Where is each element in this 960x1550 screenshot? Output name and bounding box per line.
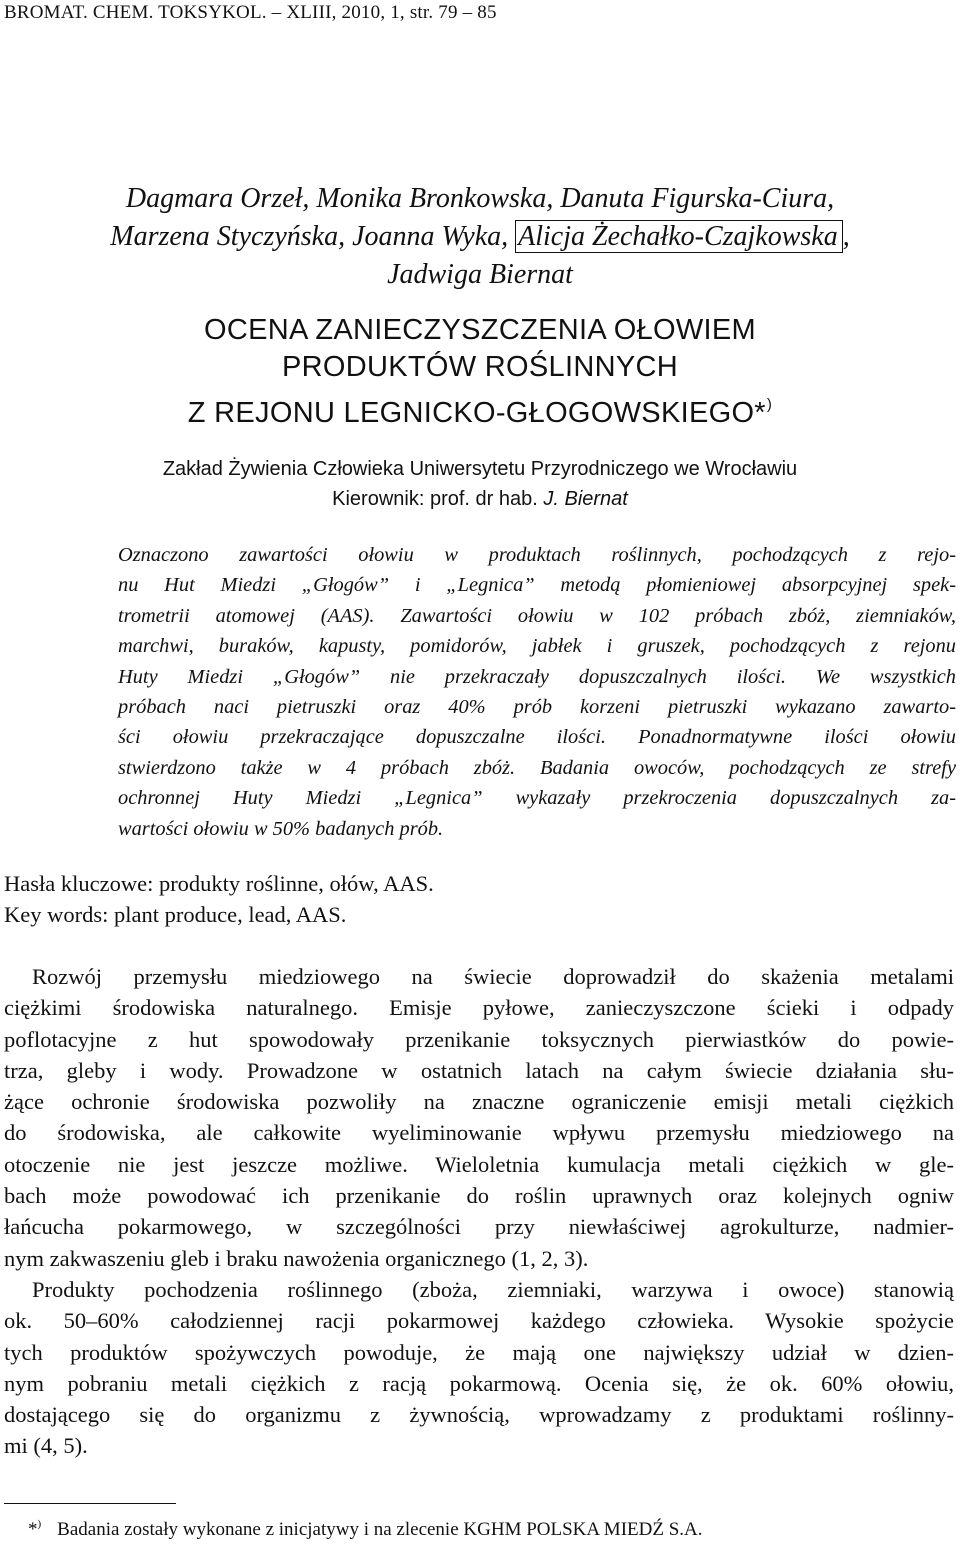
journal-header: BROMAT. CHEM. TOKSYKOL. – XLIII, 2010, 1, str. 79 – 85 <box>4 2 497 23</box>
author-line-2-start: Marzena Styczyńska, Joanna Wyka, <box>110 221 516 252</box>
body-line: poflotacyjne z hut spowodowały przenikanie toksycznych pierwiastków do powie- <box>4 1026 954 1052</box>
body-line: otoczenie nie jest jeszcze możliwe. Wieloletnia kumulacja metali ciężkich w gle- <box>4 1151 954 1177</box>
abstract-line: Oznaczono zawartości ołowiu w produktach roślinnych, pochodzących z rejo- <box>118 544 956 566</box>
author-line-3: Jadwiga Biernat <box>387 259 573 290</box>
body-line: bach może powodować ich przenikanie do roślin uprawnych oraz kolejnych ogniw <box>4 1183 954 1209</box>
body-line: ok. 50–60% całodziennej racji pokarmowej każdego człowieka. Wysokie spożycie <box>4 1308 954 1334</box>
title-line-3-text: Z REJONU LEGNICKO-GŁOGOWSKIEGO* <box>187 397 766 429</box>
abstract-line: wartości ołowiu w 50% badanych prób. <box>118 817 444 840</box>
abstract-line: trometrii atomowej (AAS). Zawartości ołowiu w 102 próbach zbóż, ziemniaków, <box>118 604 956 627</box>
abstract-line: marchwi, buraków, kapusty, pomidorów, jabłek i gruszek, pochodzących z rejonu <box>118 635 956 658</box>
body-line: ciężkimi środowiska naturalnego. Emisje pyłowe, zanieczyszczone ścieki i odpady <box>4 995 954 1021</box>
footnote-text: Badania zostały wykonane z inicjatywy i na zlecenie KGHM POLSKA MIEDŹ S.A. <box>57 1519 703 1540</box>
author-line-2 <box>0 218 960 256</box>
abstract-line: próbach naci pietruszki oraz 40% prób korzeni pietruszki wykazano zawarto- <box>118 696 956 719</box>
title-line-1: OCENA ZANIECZYSZCZENIA OŁOWIEM <box>203 314 756 346</box>
footnote-mark-paren: ) <box>37 1518 42 1530</box>
body-line: dostającego się do organizmu z żywnością, wprowadzamy z produktami roślinny- <box>4 1402 954 1428</box>
affiliation-head-prefix: Kierownik: prof. dr hab. <box>332 488 544 510</box>
keywords-polish: Hasła kluczowe: produkty roślinne, ołów, AAS. <box>4 871 434 896</box>
title-footnote-mark: ) <box>766 396 773 413</box>
abstract-line: nu Hut Miedzi „Głogów” i „Legnica” metodą płomieniowej absorpcyjnej spek- <box>118 574 956 597</box>
abstract-line: ści ołowiu przekraczające dopuszczalne ilości. Ponadnormatywne ilości ołowiu <box>118 726 956 749</box>
body-line: Rozwój przemysłu miedziowego na świecie doprowadził do skażenia metalami <box>32 964 954 989</box>
author-list <box>0 180 960 294</box>
abstract-line: Huty Miedzi „Głogów” nie przekraczały dopuszczalnych ilości. We wszystkich <box>118 665 956 688</box>
abstract-line: stwierdzono także w 4 próbach zbóż. Badania owoców, pochodzących ze strefy <box>118 756 956 779</box>
body-line: do środowiska, ale całkowite wyeliminowanie wpływu przemysłu miedziowego na <box>4 1120 954 1146</box>
body-line: łańcucha pokarmowego, w szczególności przy niewłaściwej agrokulturze, nadmier- <box>4 1214 954 1240</box>
footnote-mark <box>28 1519 41 1540</box>
keywords-english: Key words: plant produce, lead, AAS. <box>4 902 347 927</box>
affiliation-institution: Zakład Żywienia Człowieka Uniwersytetu Przyrodniczego we Wrocławiu <box>162 458 798 480</box>
body-line: mi (4, 5). <box>4 1433 88 1459</box>
abstract-line: ochronnej Huty Miedzi „Legnica” wykazały przekroczenia dopuszczalnych za- <box>118 787 956 810</box>
body-line: Produkty pochodzenia roślinnego (zboża, ziemniaki, warzywa i owoce) stanowią <box>32 1276 954 1302</box>
title-line-2: PRODUKTÓW ROŚLINNYCH <box>282 351 678 383</box>
boxed-author-name: Alicja Żechałko-Czajkowska <box>515 220 843 253</box>
affiliation-head <box>0 484 960 514</box>
body-line: trza, gleby i wody. Prowadzone w ostatnich latach na całym świecie działania słu- <box>4 1057 954 1083</box>
title-line-3 <box>0 386 960 432</box>
footnote-divider <box>4 1503 176 1504</box>
affiliation <box>0 454 960 514</box>
article-title <box>0 312 960 432</box>
author-line-2-end: , <box>842 221 850 252</box>
body-line: nym zakwaszeniu gleb i braku nawożenia organicznego (1, 2, 3). <box>4 1245 589 1271</box>
body-line: żące ochronie środowiska pozwoliły na znaczne ograniczenie emisji metali ciężkich <box>4 1089 954 1115</box>
author-line-1: Dagmara Orzeł, Monika Bronkowska, Danuta Figurska-Ciura, <box>125 183 835 214</box>
body-line: tych produktów spożywczych powoduje, że mają one największy udział w dzien- <box>4 1339 954 1365</box>
affiliation-head-name: J. Biernat <box>543 488 628 510</box>
body-text <box>4 961 954 1462</box>
keywords <box>4 868 434 930</box>
body-line: nym pobraniu metali ciężkich z racją pokarmową. Ocenia się, że ok. 60% ołowiu, <box>4 1370 954 1396</box>
footnote <box>28 1518 703 1541</box>
abstract <box>118 540 956 844</box>
footnote-mark-star: * <box>28 1519 38 1540</box>
